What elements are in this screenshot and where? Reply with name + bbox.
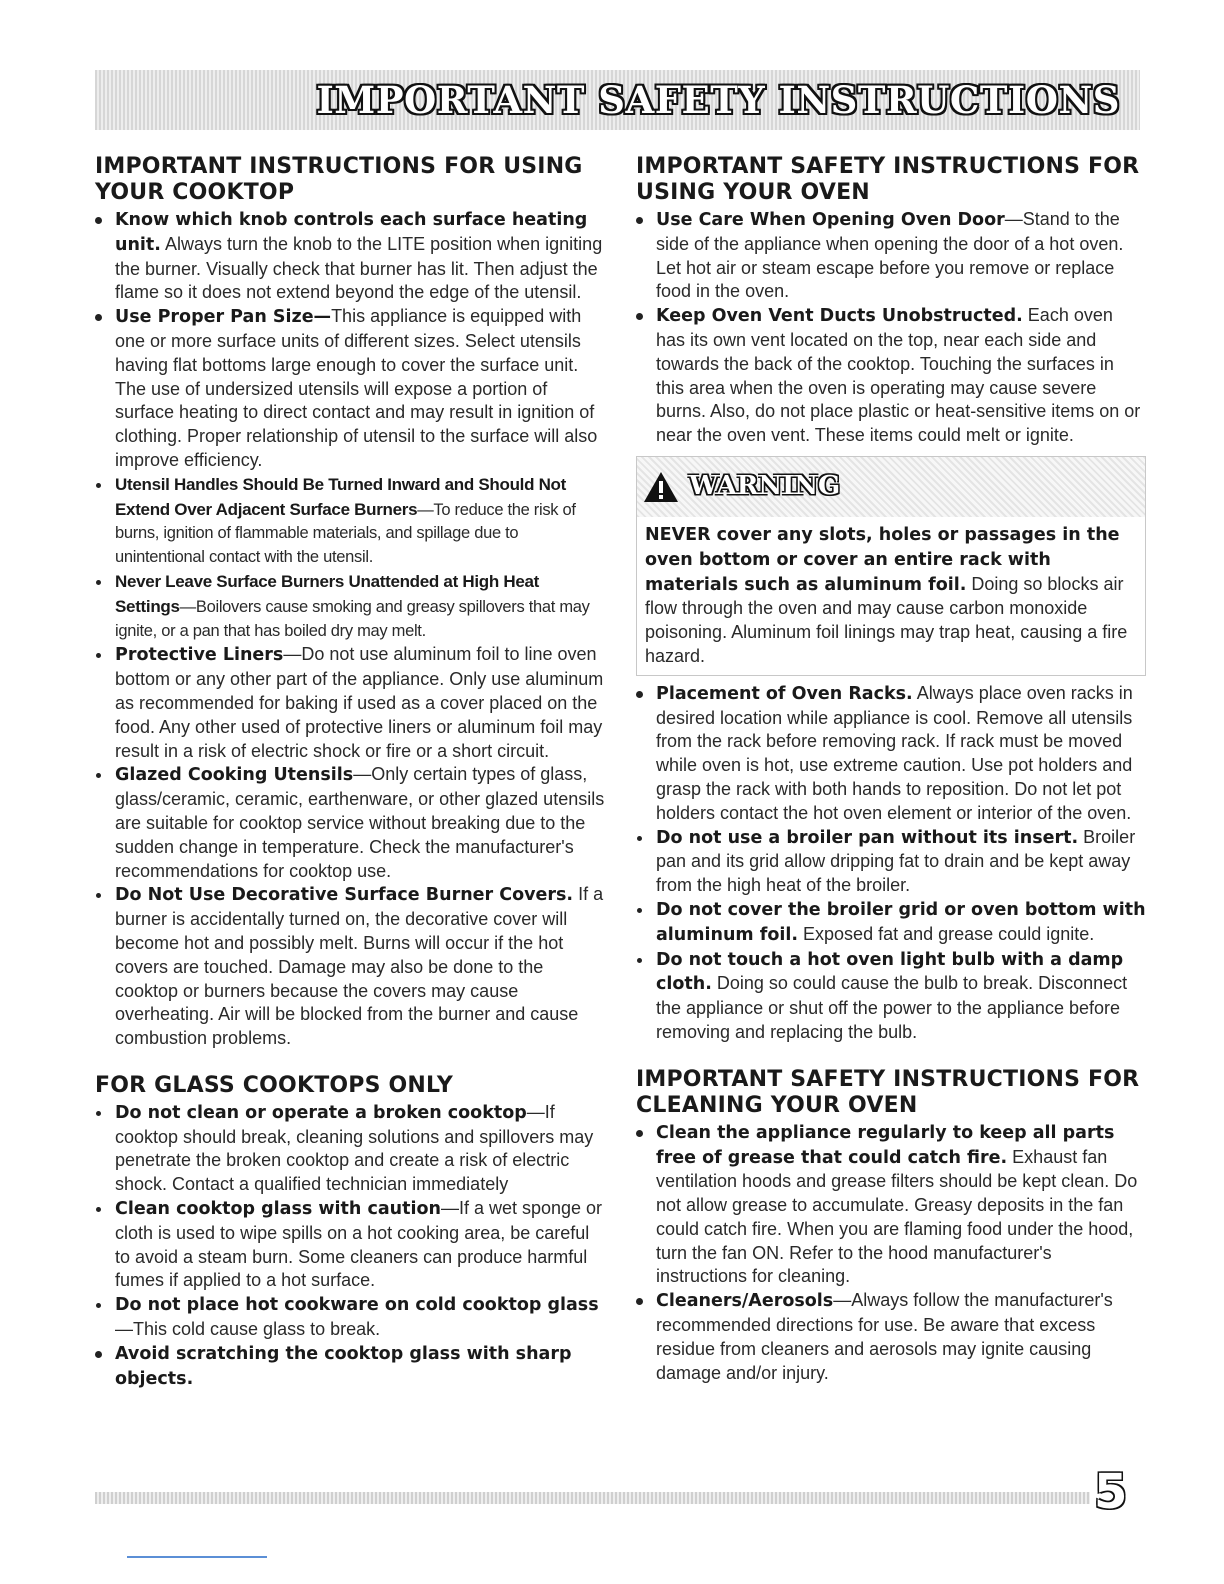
- list-item: Use Care When Opening Oven Door—Stand to the side of the appliance when opening the door of a hot oven. Let hot air or steam escape before you remove or replace food in the oven.: [636, 208, 1146, 304]
- list-item: Do not clean or operate a broken cooktop—If cooktop should break, cleaning solutions and spillovers may penetrate the broken cooktop and create a risk of electric shock. Contact a qualified technician immediately: [95, 1101, 605, 1197]
- list-item: Use Proper Pan Size—This appliance is equipped with one or more surface units of different sizes. Select utensils having flat bottoms large enough to cover the surface unit. The use of undersized utensils will expose a portion of surface heating to direct contact and may result in ignition of clothing. Proper relationship of utensil to the surface will also improve efficiency.: [95, 305, 605, 473]
- bullet-icon: [96, 1111, 101, 1116]
- list-item: Know which knob controls each surface heating unit. Always turn the knob to the LITE position when igniting the burner. Visually check that burner has lit. Then adjust the flame so it does not extend beyond the edge of the utensil.: [95, 208, 605, 305]
- page-title: IMPORTANT SAFETY INSTRUCTIONS: [316, 78, 1120, 122]
- bullet-icon: [96, 483, 101, 488]
- page-number: 5: [1094, 1464, 1128, 1520]
- list-item: Keep Oven Vent Ducts Unobstructed. Each oven has its own vent located on the top, near each side and towards the back of the cooktop. Touching the surfaces in this area when the oven is operating may cause severe burns. Also, do not place plastic or heat-sensitive items on or near the oven vent. These items could melt or ignite.: [636, 304, 1146, 448]
- cooktop-instructions-list: [95, 208, 605, 1051]
- warning-title: WARNING: [689, 470, 841, 501]
- bullet-icon: [96, 1303, 101, 1308]
- bullet-icon: [96, 893, 101, 898]
- left-column: [95, 150, 605, 1391]
- cleaning-instructions-list: [636, 1121, 1146, 1386]
- bullet-icon: [636, 1298, 643, 1305]
- list-item: Do Not Use Decorative Surface Burner Covers. If a burner is accidentally turned on, the decorative cover will become hot and possibly melt. Burns will occur if the hot covers are touched. Damage may also be done to the cooktop or burners because the covers may cause overheating. Air will be blocked from the burner and cause combustion problems.: [95, 883, 605, 1051]
- list-item: Do not cover the broiler grid or oven bottom with aluminum foil. Exposed fat and grease could ignite.: [636, 898, 1146, 948]
- warning-header: [637, 457, 1145, 517]
- bullet-icon: [636, 691, 643, 698]
- bullet-icon: [637, 908, 642, 913]
- list-item: Utensil Handles Should Be Turned Inward and Should Not Extend Over Adjacent Surface Burners—To reduce the risk of burns, ignition of flammable materials, and spillage due to unintentional contact with the utensil.: [95, 473, 605, 570]
- cleaning-section-heading: IMPORTANT SAFETY INSTRUCTIONS FOR CLEANING YOUR OVEN: [636, 1066, 1140, 1118]
- bullet-icon: [636, 217, 643, 224]
- list-item: Clean the appliance regularly to keep all parts free of grease that could catch fire. Exhaust fan ventilation hoods and grease filters should be kept clean. Do not allow grease to accumulate. Greasy deposits in the fan could catch fire. When you are flaming food under the hood, turn the fan ON. Refer to the hood manufacturer's instructions for cleaning.: [636, 1121, 1146, 1290]
- warning-box: [636, 456, 1146, 676]
- warning-triangle-icon: [643, 471, 679, 503]
- list-item: Do not touch a hot oven light bulb with a damp cloth. Doing so could cause the bulb to break. Disconnect the appliance or shut off the power to the appliance before removing and replacing the bulb.: [636, 948, 1146, 1045]
- bullet-icon: [96, 773, 101, 778]
- list-item: Glazed Cooking Utensils—Only certain types of glass, glass/ceramic, ceramic, earthenware, or other glazed utensils are suitable for cooktop service without breaking due to the sudden change in temperature. Check the manufacturer's recommendations for cooktop use.: [95, 763, 605, 883]
- list-item: Protective Liners—Do not use aluminum foil to line oven bottom or any other part of the appliance. Only use aluminum as recommended for baking if used as a cover placed on the food. Any other used of protective liners or aluminum foil may result in a risk of electric shock or fire or a short circuit.: [95, 643, 605, 763]
- right-column: [636, 150, 1146, 1385]
- bullet-icon: [95, 1351, 102, 1358]
- footer-divider: [127, 1556, 267, 1558]
- bullet-icon: [95, 314, 102, 321]
- list-item: Placement of Oven Racks. Always place oven racks in desired location while appliance is cool. Remove all utensils from the rack before removing rack. If rack must be moved while oven is hot, use extreme caution. Use pot holders and grasp the rack with both hands to reposition. Do not let pot holders contact the hot oven element or interior of the oven.: [636, 682, 1146, 826]
- glass-section-heading: FOR GLASS COOKTOPS ONLY: [95, 1072, 453, 1098]
- bullet-icon: [95, 217, 102, 224]
- bullet-icon: [96, 653, 101, 658]
- bullet-icon: [96, 1207, 101, 1212]
- list-item: Never Leave Surface Burners Unattended at High Heat Settings—Boilovers cause smoking and greasy spillovers that may ignite, or a pan that has boiled dry may melt.: [95, 570, 605, 643]
- cooktop-section-heading: IMPORTANT INSTRUCTIONS FOR USING YOUR COOKTOP: [95, 154, 583, 205]
- bullet-icon: [637, 958, 642, 963]
- footer-bar: [95, 1492, 1090, 1504]
- bullet-icon: [637, 836, 642, 841]
- oven-more-instructions-list: [636, 682, 1146, 1045]
- bullet-icon: [96, 580, 101, 585]
- list-item: Avoid scratching the cooktop glass with sharp objects.: [95, 1342, 605, 1392]
- list-item: Cleaners/Aerosols—Always follow the manufacturer's recommended directions for use. Be aware that excess residue from cleaners and aerosols may ignite causing damage and/or injury.: [636, 1289, 1146, 1385]
- bullet-icon: [636, 313, 643, 320]
- list-item: Do not use a broiler pan without its insert. Broiler pan and its grid allow dripping fat to drain and be kept away from the high heat of the broiler.: [636, 826, 1146, 898]
- title-banner: [95, 70, 1140, 130]
- oven-section-heading: IMPORTANT SAFETY INSTRUCTIONS FOR USING YOUR OVEN: [636, 154, 1140, 205]
- warning-text: NEVER cover any slots, holes or passages in the oven bottom or cover an entire rack with materials such as aluminum foil. Doing so blocks air flow through the oven and may cause carbon monoxide poisoning. Aluminum foil linings may trap heat, causing a fire hazard.: [645, 524, 1128, 666]
- oven-instructions-list: [636, 208, 1146, 448]
- bullet-icon: [636, 1130, 643, 1137]
- list-item: Do not place hot cookware on cold cooktop glass—This cold cause glass to break.: [95, 1293, 605, 1342]
- list-item: Clean cooktop glass with caution—If a wet sponge or cloth is used to wipe spills on a hot cooking area, be careful to avoid a steam burn. Some cleaners can produce harmful fumes if applied to a hot surface.: [95, 1197, 605, 1293]
- glass-instructions-list: [95, 1101, 605, 1392]
